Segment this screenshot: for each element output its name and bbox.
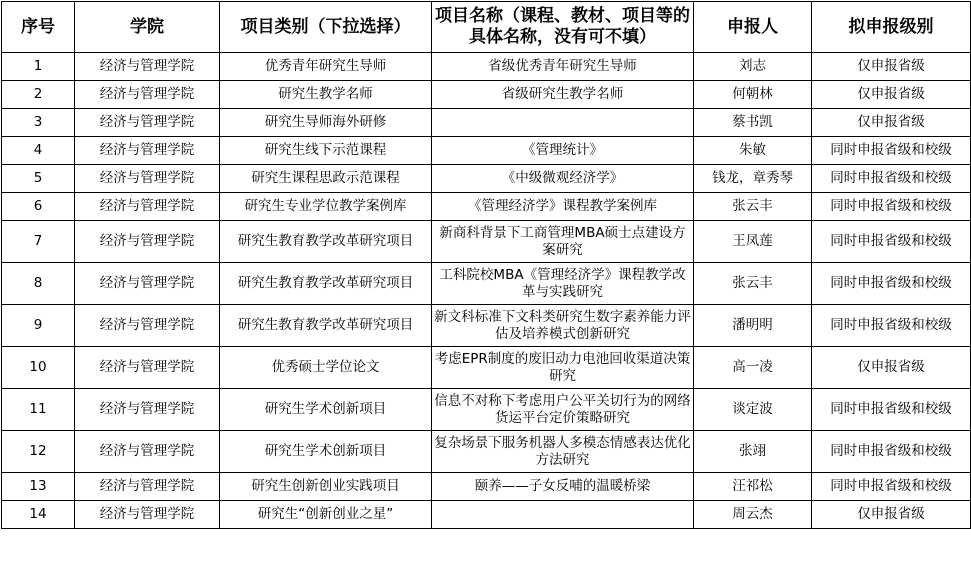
- cell-level: 同时申报省级和校级: [812, 193, 971, 221]
- table-body: [2, 53, 971, 529]
- cell-category: 研究生专业学位教学案例库: [220, 193, 432, 221]
- cell-level: 同时申报省级和校级: [812, 305, 971, 347]
- cell-name: 《中级微观经济学》: [432, 165, 694, 193]
- cell-seq: 10: [2, 347, 75, 389]
- cell-college: 经济与管理学院: [75, 501, 220, 529]
- table-row: [2, 305, 971, 347]
- cell-college: 经济与管理学院: [75, 389, 220, 431]
- cell-name: 《管理经济学》课程教学案例库: [432, 193, 694, 221]
- cell-name: [432, 501, 694, 529]
- cell-name: 《管理统计》: [432, 137, 694, 165]
- cell-level: 同时申报省级和校级: [812, 473, 971, 501]
- cell-applicant: 蔡书凯: [694, 109, 812, 137]
- cell-applicant: 张云丰: [694, 263, 812, 305]
- cell-applicant: 汪祁松: [694, 473, 812, 501]
- table-row: [2, 137, 971, 165]
- cell-applicant: 张翊: [694, 431, 812, 473]
- table-row: [2, 389, 971, 431]
- table-row: [2, 221, 971, 263]
- cell-college: 经济与管理学院: [75, 137, 220, 165]
- cell-applicant: 谈定波: [694, 389, 812, 431]
- header-applicant: 申报人: [694, 2, 812, 53]
- cell-college: 经济与管理学院: [75, 109, 220, 137]
- cell-applicant: 何朝林: [694, 81, 812, 109]
- cell-category: 研究生学术创新项目: [220, 389, 432, 431]
- cell-level: 仅申报省级: [812, 347, 971, 389]
- cell-name: 省级研究生教学名师: [432, 81, 694, 109]
- cell-college: 经济与管理学院: [75, 347, 220, 389]
- cell-level: 仅申报省级: [812, 53, 971, 81]
- cell-college: 经济与管理学院: [75, 305, 220, 347]
- table-row: [2, 81, 971, 109]
- cell-seq: 11: [2, 389, 75, 431]
- cell-name: 信息不对称下考虑用户公平关切行为的网络货运平台定价策略研究: [432, 389, 694, 431]
- table-row: [2, 165, 971, 193]
- header-name: 项目名称（课程、教材、项目等的具体名称，没有可不填）: [432, 2, 694, 53]
- table-row: [2, 53, 971, 81]
- cell-applicant: 高一凌: [694, 347, 812, 389]
- cell-seq: 1: [2, 53, 75, 81]
- cell-category: 研究生线下示范课程: [220, 137, 432, 165]
- cell-college: 经济与管理学院: [75, 221, 220, 263]
- cell-category: 研究生创新创业实践项目: [220, 473, 432, 501]
- cell-level: 同时申报省级和校级: [812, 137, 971, 165]
- cell-level: 仅申报省级: [812, 109, 971, 137]
- header-row: [2, 2, 971, 53]
- cell-college: 经济与管理学院: [75, 53, 220, 81]
- cell-applicant: 钱龙，章秀琴: [694, 165, 812, 193]
- header-level: 拟申报级别: [812, 2, 971, 53]
- cell-level: 同时申报省级和校级: [812, 389, 971, 431]
- cell-applicant: 王凤莲: [694, 221, 812, 263]
- cell-seq: 14: [2, 501, 75, 529]
- cell-category: 研究生教学名师: [220, 81, 432, 109]
- cell-level: 同时申报省级和校级: [812, 263, 971, 305]
- cell-level: 同时申报省级和校级: [812, 431, 971, 473]
- cell-college: 经济与管理学院: [75, 473, 220, 501]
- table-row: [2, 501, 971, 529]
- table-row: [2, 347, 971, 389]
- header-seq: 序号: [2, 2, 75, 53]
- cell-name: 颐养——子女反哺的温暖桥梁: [432, 473, 694, 501]
- cell-category: 研究生教育教学改革研究项目: [220, 305, 432, 347]
- cell-category: 研究生教育教学改革研究项目: [220, 263, 432, 305]
- cell-seq: 2: [2, 81, 75, 109]
- cell-name: 省级优秀青年研究生导师: [432, 53, 694, 81]
- table-row: [2, 431, 971, 473]
- table-row: [2, 109, 971, 137]
- cell-applicant: 潘明明: [694, 305, 812, 347]
- cell-college: 经济与管理学院: [75, 81, 220, 109]
- cell-level: 仅申报省级: [812, 501, 971, 529]
- cell-applicant: 刘志: [694, 53, 812, 81]
- cell-name: 工科院校MBA《管理经济学》课程教学改革与实践研究: [432, 263, 694, 305]
- table-row: [2, 193, 971, 221]
- table-row: [2, 473, 971, 501]
- cell-seq: 13: [2, 473, 75, 501]
- cell-seq: 5: [2, 165, 75, 193]
- cell-college: 经济与管理学院: [75, 431, 220, 473]
- table-row: [2, 263, 971, 305]
- cell-category: 研究生教育教学改革研究项目: [220, 221, 432, 263]
- cell-seq: 12: [2, 431, 75, 473]
- cell-name: 复杂场景下服务机器人多模态情感表达优化方法研究: [432, 431, 694, 473]
- cell-seq: 3: [2, 109, 75, 137]
- cell-applicant: 周云杰: [694, 501, 812, 529]
- cell-level: 同时申报省级和校级: [812, 221, 971, 263]
- cell-seq: 8: [2, 263, 75, 305]
- cell-category: 研究生导师海外研修: [220, 109, 432, 137]
- cell-name: 考虑EPR制度的废旧动力电池回收渠道决策研究: [432, 347, 694, 389]
- cell-category: 研究生学术创新项目: [220, 431, 432, 473]
- cell-name: [432, 109, 694, 137]
- cell-applicant: 朱敏: [694, 137, 812, 165]
- cell-name: 新文科标准下文科类研究生数字素养能力评估及培养模式创新研究: [432, 305, 694, 347]
- cell-seq: 9: [2, 305, 75, 347]
- cell-applicant: 张云丰: [694, 193, 812, 221]
- cell-category: 研究生“创新创业之星”: [220, 501, 432, 529]
- cell-category: 研究生课程思政示范课程: [220, 165, 432, 193]
- cell-category: 优秀青年研究生导师: [220, 53, 432, 81]
- cell-seq: 4: [2, 137, 75, 165]
- cell-level: 仅申报省级: [812, 81, 971, 109]
- cell-seq: 6: [2, 193, 75, 221]
- cell-seq: 7: [2, 221, 75, 263]
- cell-name: 新商科背景下工商管理MBA硕士点建设方案研究: [432, 221, 694, 263]
- header-category: 项目类别（下拉选择）: [220, 2, 432, 53]
- cell-category: 优秀硕士学位论文: [220, 347, 432, 389]
- cell-college: 经济与管理学院: [75, 263, 220, 305]
- project-table: [1, 1, 971, 529]
- cell-college: 经济与管理学院: [75, 193, 220, 221]
- cell-college: 经济与管理学院: [75, 165, 220, 193]
- header-college: 学院: [75, 2, 220, 53]
- cell-level: 同时申报省级和校级: [812, 165, 971, 193]
